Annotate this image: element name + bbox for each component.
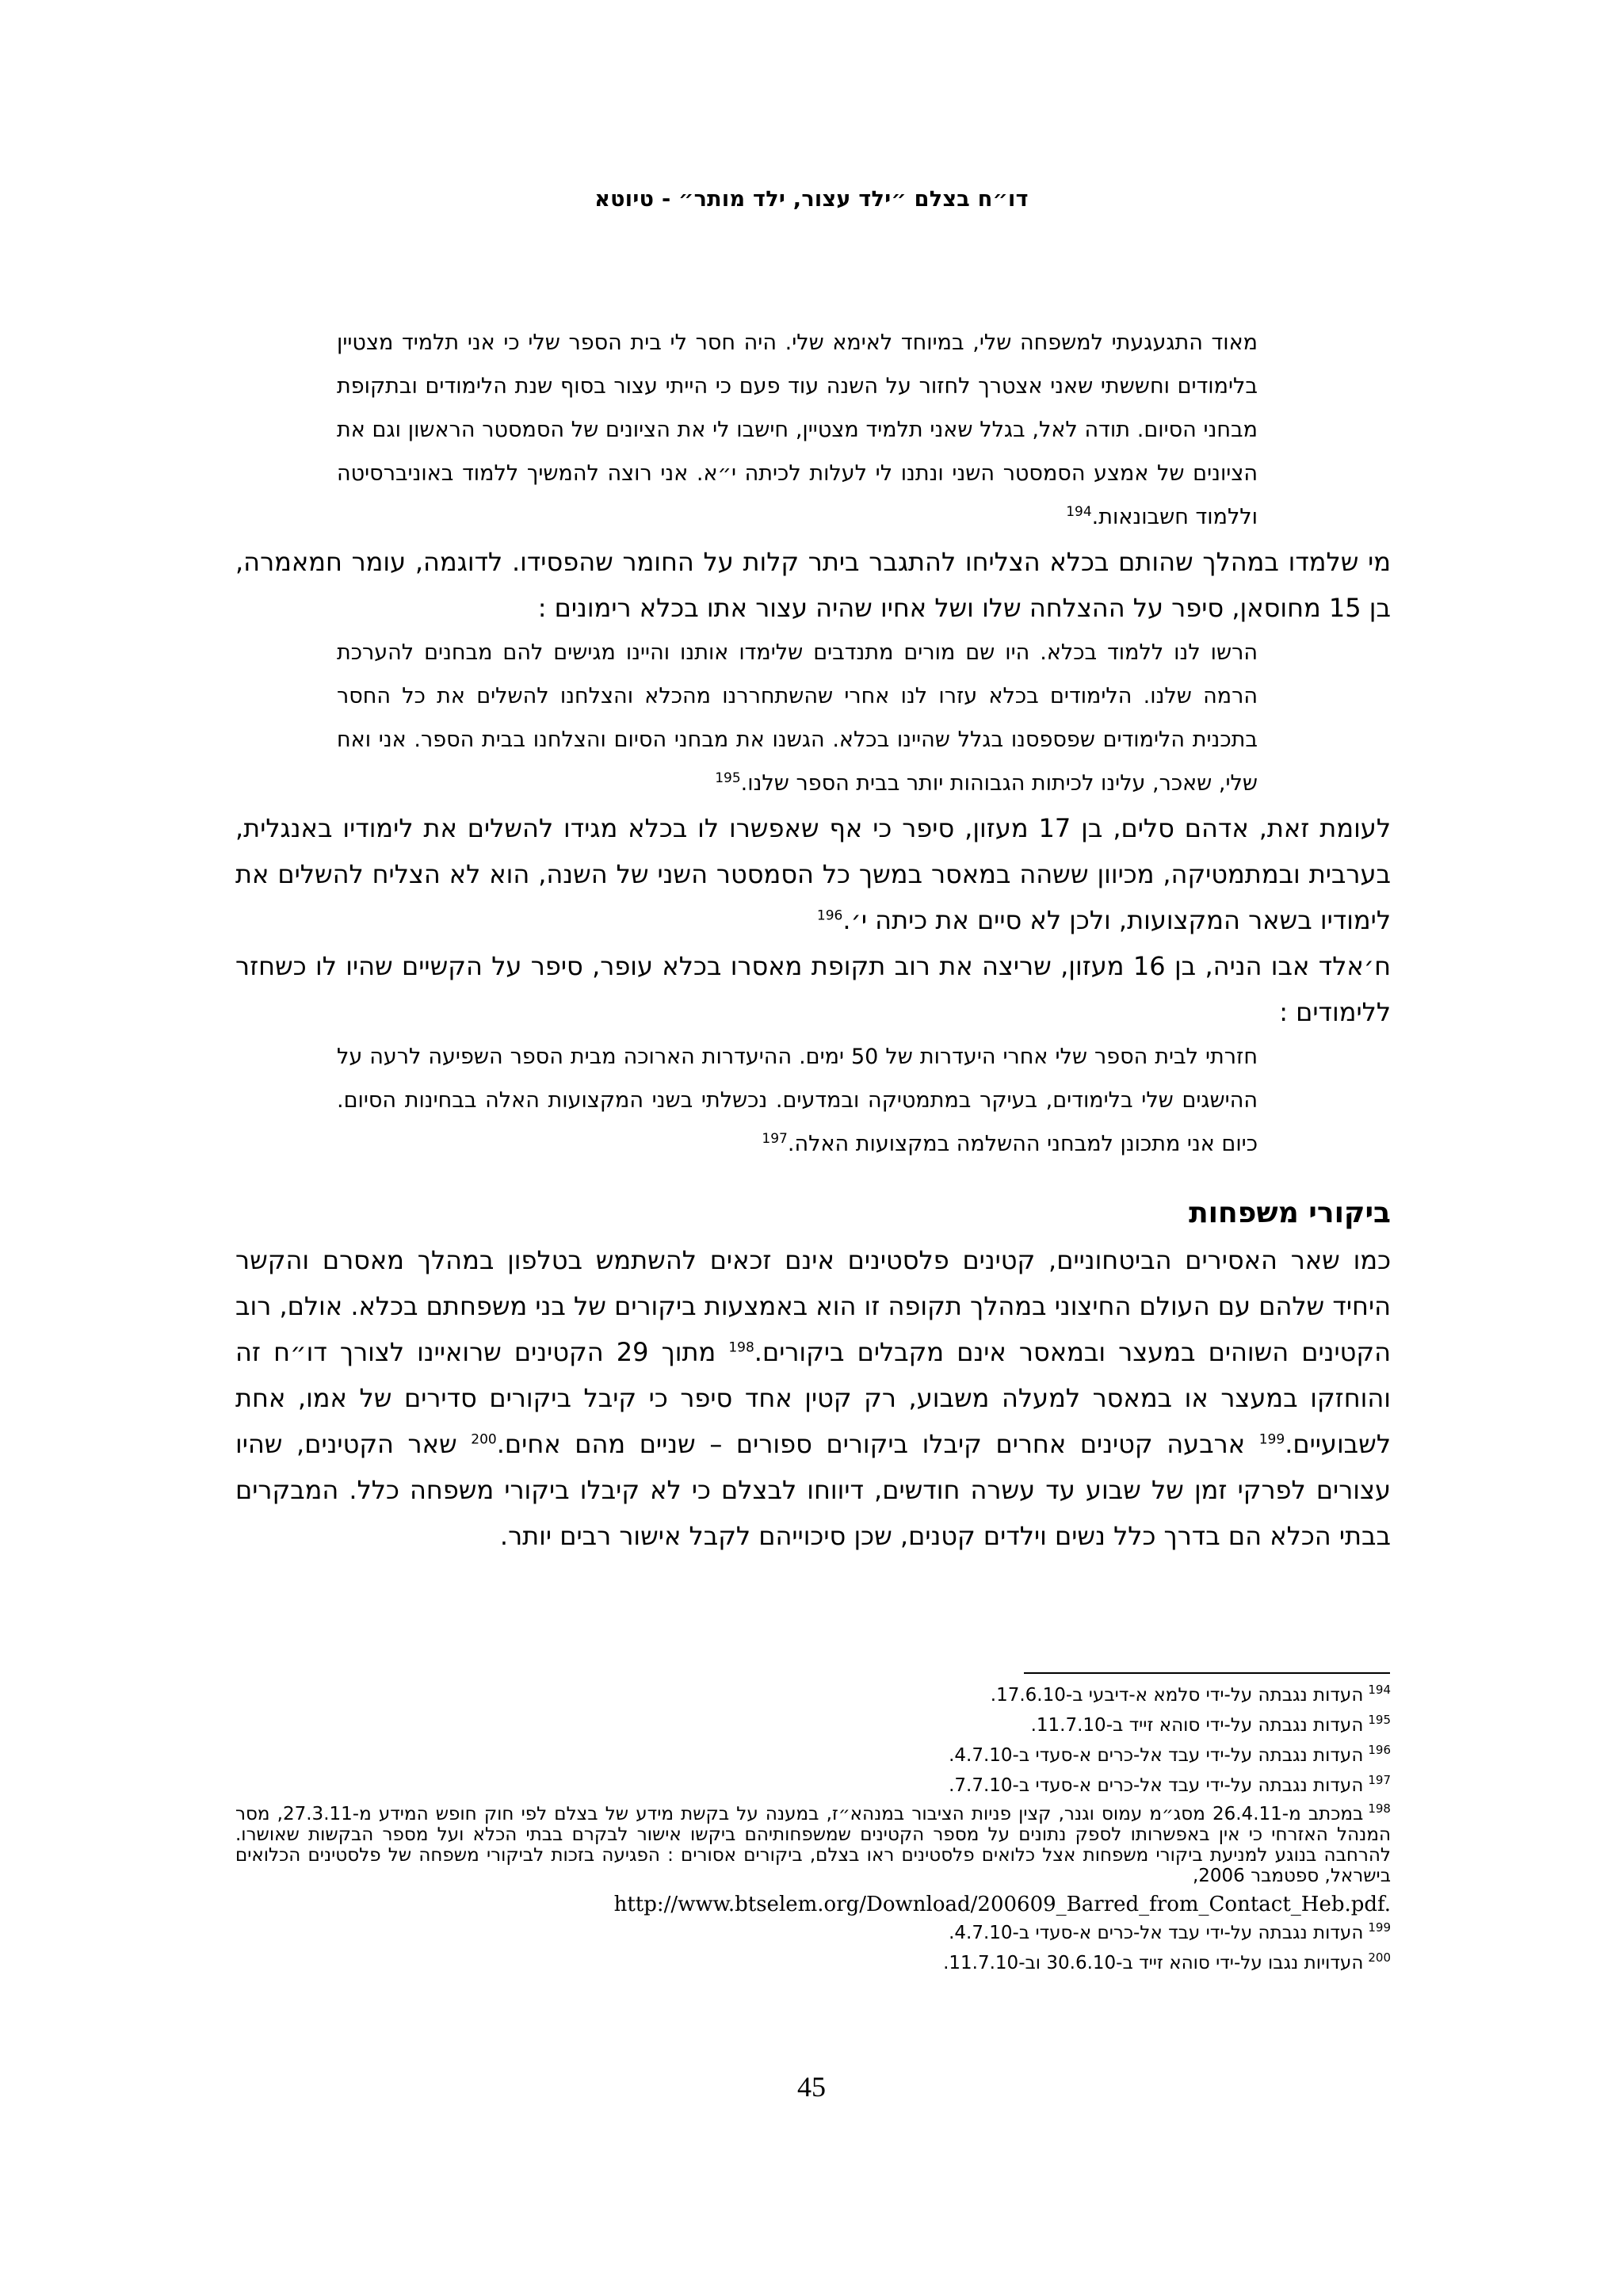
footnote-number: 197 bbox=[1368, 1773, 1391, 1788]
paragraph-2 bbox=[235, 805, 1391, 943]
footnote-text: העדות נגבתה על-ידי עבד אל-כרים א-סעדי ב-7.7.10. bbox=[949, 1775, 1364, 1796]
footnote bbox=[235, 1683, 1391, 1707]
paragraph-text: מתוך 29 הקטינים שרואיינו לצורך דו״ח זה והוחזקו במעצר או במאסר למעלה משבוע, רק קטין אחד סיפר כי קיבל ביקורים סדירים של אמו, אחת לשבועיים. bbox=[235, 1337, 1392, 1459]
quote-text: חזרתי לבית הספר שלי אחרי היעדרות של 50 ימים. ההיעדרות הארוכה מבית הספר השפיעה לרעה על ההישגים שלי בלימודים, בעיקר במתמטיקה ובמדעים. נכשלתי בשני המקצועות האלה בבחינות הסיום. כיום אני מתכונן למבחני ההשלמה במקצועות האלה. bbox=[337, 1045, 1258, 1156]
footnote bbox=[235, 1713, 1391, 1737]
footnote bbox=[235, 1774, 1391, 1797]
paragraph-4 bbox=[235, 1237, 1391, 1559]
paragraph-text: ארבעה קטינים אחרים קיבלו ביקורים ספורים – שניים מהם אחים. bbox=[496, 1429, 1259, 1459]
footnote-text: העדות נגבתה על-ידי סלמא א-דיבעי ב-17.6.10. bbox=[990, 1685, 1364, 1706]
footnote-ref[interactable]: 194 bbox=[1066, 504, 1092, 520]
footnote-number: 199 bbox=[1368, 1920, 1391, 1935]
paragraph-text: כמו שאר האסירים הביטחוניים, קטינים פלסטינים אינם זכאים להשתמש בטלפון במהלך מאסרם והקשר היחיד שלהם עם העולם החיצוני במהלך תקופה זו הוא באמצעות ביקורים של בני משפחתם בכלא. אולם, רוב הקטינים השוהים במעצר ובמאסר אינם מקבלים ביקורים. bbox=[235, 1245, 1392, 1367]
footnote-ref[interactable]: 200 bbox=[471, 1431, 497, 1448]
footnote-number: 198 bbox=[1368, 1801, 1391, 1817]
footnotes bbox=[235, 1683, 1391, 1981]
paragraph-text: לעומת זאת, אדהם סלים, בן 17 מעזון, סיפר כי אף שאפשרו לו בכלא מגידו להשלים את לימודיו באנגלית, בערבית ובמתמטיקה, מכיוון ששהה במאסר במשך כל הסמסטר השני של השנה, הוא לא הצליח להשלים את לימודיו בשאר המקצועות, ולכן לא סיים את כיתה י׳. bbox=[235, 813, 1392, 935]
body-text bbox=[235, 321, 1391, 1559]
footnote-divider bbox=[1024, 1672, 1390, 1674]
footnote-number: 200 bbox=[1368, 1950, 1391, 1966]
footnote-text: במכתב מ-26.4.11 מסג״מ עמוס וגנר, קצין פניות הציבור במנהא״ז, במענה על בקשת מידע של בצלם לפי חוק חופש המידע מ-27.3.11, מסר המנהל האזרחי כי אין באפשרותו לספק נתונים על מספר הקטינים שמשפחותיהם ביקשו אישור לבקרם בבתי הכלא ועל מספר הבקשות שאושרו. להרחבה בנוגע למניעת ביקורי משפחות אצל כלואים פלסטינים ראו בצלם, ביקורים אסורים : הפגיעה בזכות לביקורי משפחה של פלסטינים הכלואים בישראל, ספטמבר 2006, bbox=[235, 1804, 1391, 1886]
block-quote-3 bbox=[337, 1035, 1258, 1166]
quote-text: הרשו לנו ללמוד בכלא. היו שם מורים מתנדבים שלימדו אותנו והיינו מגישים להם מבחנים להערכת הרמה שלנו. הלימודים בכלא עזרו לנו אחרי שהשתחררנו מהכלא והצלחנו להשלים את כל החסר בתכנית הלימודים שפספסנו בגלל שהיינו בכלא. הגשנו את מבחני הסיום והצלחנו בבית הספר. אני ואח שלי, שאכר, עלינו לכיתות הגבוהות יותר בבית הספר שלנו. bbox=[337, 640, 1258, 796]
footnote-text: העדות נגבתה על-ידי עבד אל-כרים א-סעדי ב-4.7.10. bbox=[949, 1923, 1364, 1943]
footnote-number: 194 bbox=[1368, 1683, 1391, 1698]
footnote-number: 195 bbox=[1368, 1713, 1391, 1728]
footnote-ref[interactable]: 198 bbox=[728, 1339, 754, 1356]
footnote-number: 196 bbox=[1368, 1743, 1391, 1758]
footnote bbox=[235, 1921, 1391, 1945]
running-header: דו״ח בצלם ״ילד עצור, ילד מותר״ - טיוטא bbox=[594, 187, 1029, 212]
footnote-link[interactable]: http://www.btselem.org/Download/200609_Barred_from_Contact_Heb.pdf. bbox=[613, 1893, 1391, 1916]
footnote bbox=[235, 1951, 1391, 1975]
block-quote-1 bbox=[337, 321, 1258, 539]
footnote-ref[interactable]: 199 bbox=[1258, 1431, 1285, 1448]
footnote bbox=[235, 1744, 1391, 1767]
footnote-ref[interactable]: 195 bbox=[715, 770, 741, 786]
footnote-ref[interactable]: 196 bbox=[816, 907, 843, 924]
footnote-text: העדות נגבתה על-ידי סוהא זייד ב-11.7.10. bbox=[1030, 1715, 1364, 1736]
paragraph-1: מי שלמדו במהלך שהותם בכלא הצליחו להתגבר ביתר קלות על החומר שהפסידו. לדוגמה, עומר חמאמרה, בן 15 מחוסאן, סיפר על ההצלחה שלו ושל אחיו שהיה עצור אתו בכלא רימונים : bbox=[235, 547, 1391, 623]
page-number: 45 bbox=[797, 2071, 826, 2103]
footnote bbox=[235, 1801, 1391, 1886]
footnote-text: העדויות נגבו על-ידי סוהא זייד ב-30.6.10 וב-11.7.10. bbox=[943, 1953, 1364, 1973]
block-quote-2 bbox=[337, 631, 1258, 805]
footnote-ref[interactable]: 197 bbox=[762, 1131, 788, 1147]
paragraph-text: שאר הקטינים, שהיו עצורים לפרקי זמן של שבוע עד עשרה חודשים, דיווחו לבצלם כי לא קיבלו ביקורי משפחה כלל. המבקרים בבתי הכלא הם בדרך כלל נשים וילדים קטנים, שכן סיכוייהם לקבל אישור רבים יותר. bbox=[235, 1429, 1391, 1551]
footnote-text: העדות נגבתה על-ידי עבד אל-כרים א-סעדי ב-4.7.10. bbox=[949, 1745, 1364, 1766]
section-heading: ביקורי משפחות bbox=[1189, 1197, 1391, 1229]
paragraph-3: ח׳אלד אבו הניה, בן 16 מעזון, שריצה את רוב תקופת מאסרו בכלא עופר, סיפר על הקשיים שהיו לו כשחזר ללימודים : bbox=[235, 951, 1391, 1027]
quote-text: מאוד התגעגעתי למשפחה שלי, במיוחד לאימא שלי. היה חסר לי בית הספר שלי כי אני תלמיד מצטיין בלימודים וחששתי שאני אצטרך לחזור על השנה עוד פעם כי הייתי עצור בסוף שנת הלימודים ובתקופת מבחני הסיום. תודה לאל, בגלל שאני תלמיד מצטיין, חישבו לי את הציונים של הסמסטר הראשון וגם את הציונים של אמצע הסמסטר השני ונתנו לי לעלות לכיתה י״א. אני רוצה להמשיך ללמוד באוניברסיטה וללמוד חשבונאות. bbox=[337, 330, 1258, 529]
